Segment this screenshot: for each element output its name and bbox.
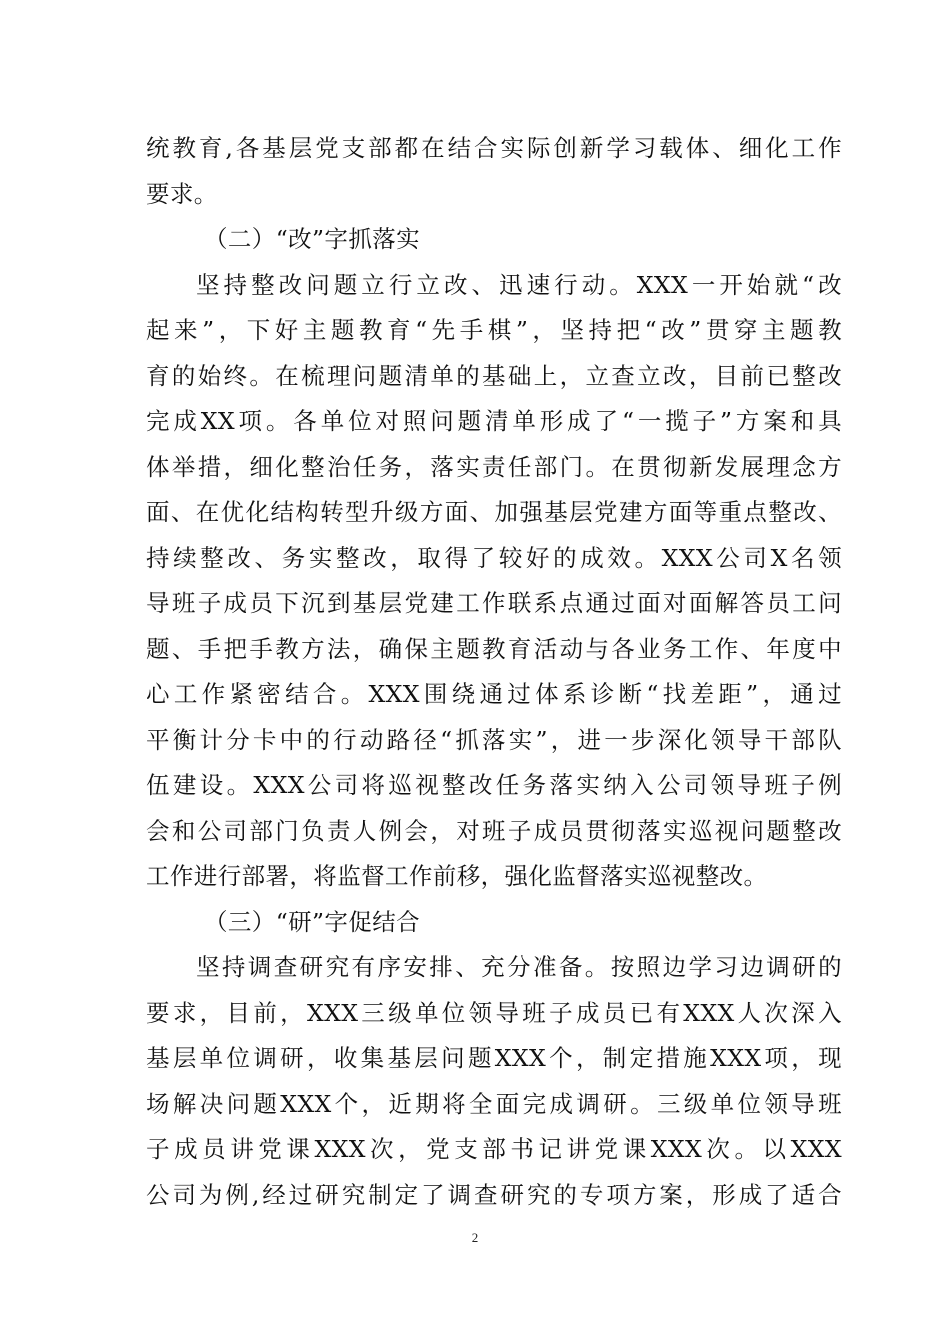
text-line: 体举措，细化整治任务，落实责任部门。在贯彻新发展理念方 (146, 452, 842, 481)
page-number: 2 (471, 1230, 479, 1245)
text-line: 要求，目前，XXX三级单位领导班子成员已有XXX人次深入 (146, 998, 842, 1027)
text-line: 导班子成员下沉到基层党建工作联系点通过面对面解答员工问 (146, 589, 842, 617)
text-line: 坚持整改问题立行立改、迅速行动。XXX一开始就“改 (196, 270, 842, 299)
text-line: 基层单位调研，收集基层问题XXX个，制定措施XXX项，现 (146, 1044, 842, 1072)
text-line: 子成员讲党课XXX次，党支部书记讲党课XXX次。以XXX (146, 1135, 842, 1163)
text-line: 工作进行部署，将监督工作前移，强化监督落实巡视整改。 (146, 862, 768, 890)
text-line: 育的始终。在梳理问题清单的基础上，立查立改，目前已整改 (146, 361, 842, 390)
text-line: 伍建设。XXX公司将巡视整改任务落实纳入公司领导班子例 (146, 771, 842, 799)
text-line: 坚持调查研究有序安排、充分准备。按照边学习边调研的 (196, 953, 842, 981)
text-line: 公司为例,经过研究制定了调查研究的专项方案，形成了适合 (146, 1180, 842, 1209)
text-line: 平衡计分卡中的行动路径“抓落实”，进一步深化领导干部队 (146, 725, 842, 754)
section-heading: （二）“改”字抓落实 (204, 225, 421, 253)
text-line: 统教育,各基层党支部都在结合实际创新学习载体、细化工作 (146, 134, 842, 162)
text-line: 起来”，下好主题教育“先手棋”，坚持把“改”贯穿主题教 (146, 316, 842, 344)
text-line: 题、手把手教方法，确保主题教育活动与各业务工作、年度中 (146, 634, 842, 663)
text-line: 面、在优化结构转型升级方面、加强基层党建方面等重点整改、 (146, 498, 842, 526)
text-line: 要求。 (146, 179, 218, 208)
text-line: 心工作紧密结合。XXX围绕通过体系诊断“找差距”，通过 (146, 680, 842, 708)
text-line: 完成XX项。各单位对照问题清单形成了“一揽子”方案和具 (146, 407, 842, 435)
text-line: 持续整改、务实整改，取得了较好的成效。XXX公司X名领 (146, 543, 842, 572)
body-text (146, 126, 842, 1218)
text-line: 场解决问题XXX个，近期将全面完成调研。三级单位领导班 (146, 1089, 842, 1118)
text-line: 会和公司部门负责人例会，对班子成员贯彻落实巡视问题整改 (146, 816, 842, 845)
section-heading: （三）“研”字促结合 (204, 907, 421, 936)
